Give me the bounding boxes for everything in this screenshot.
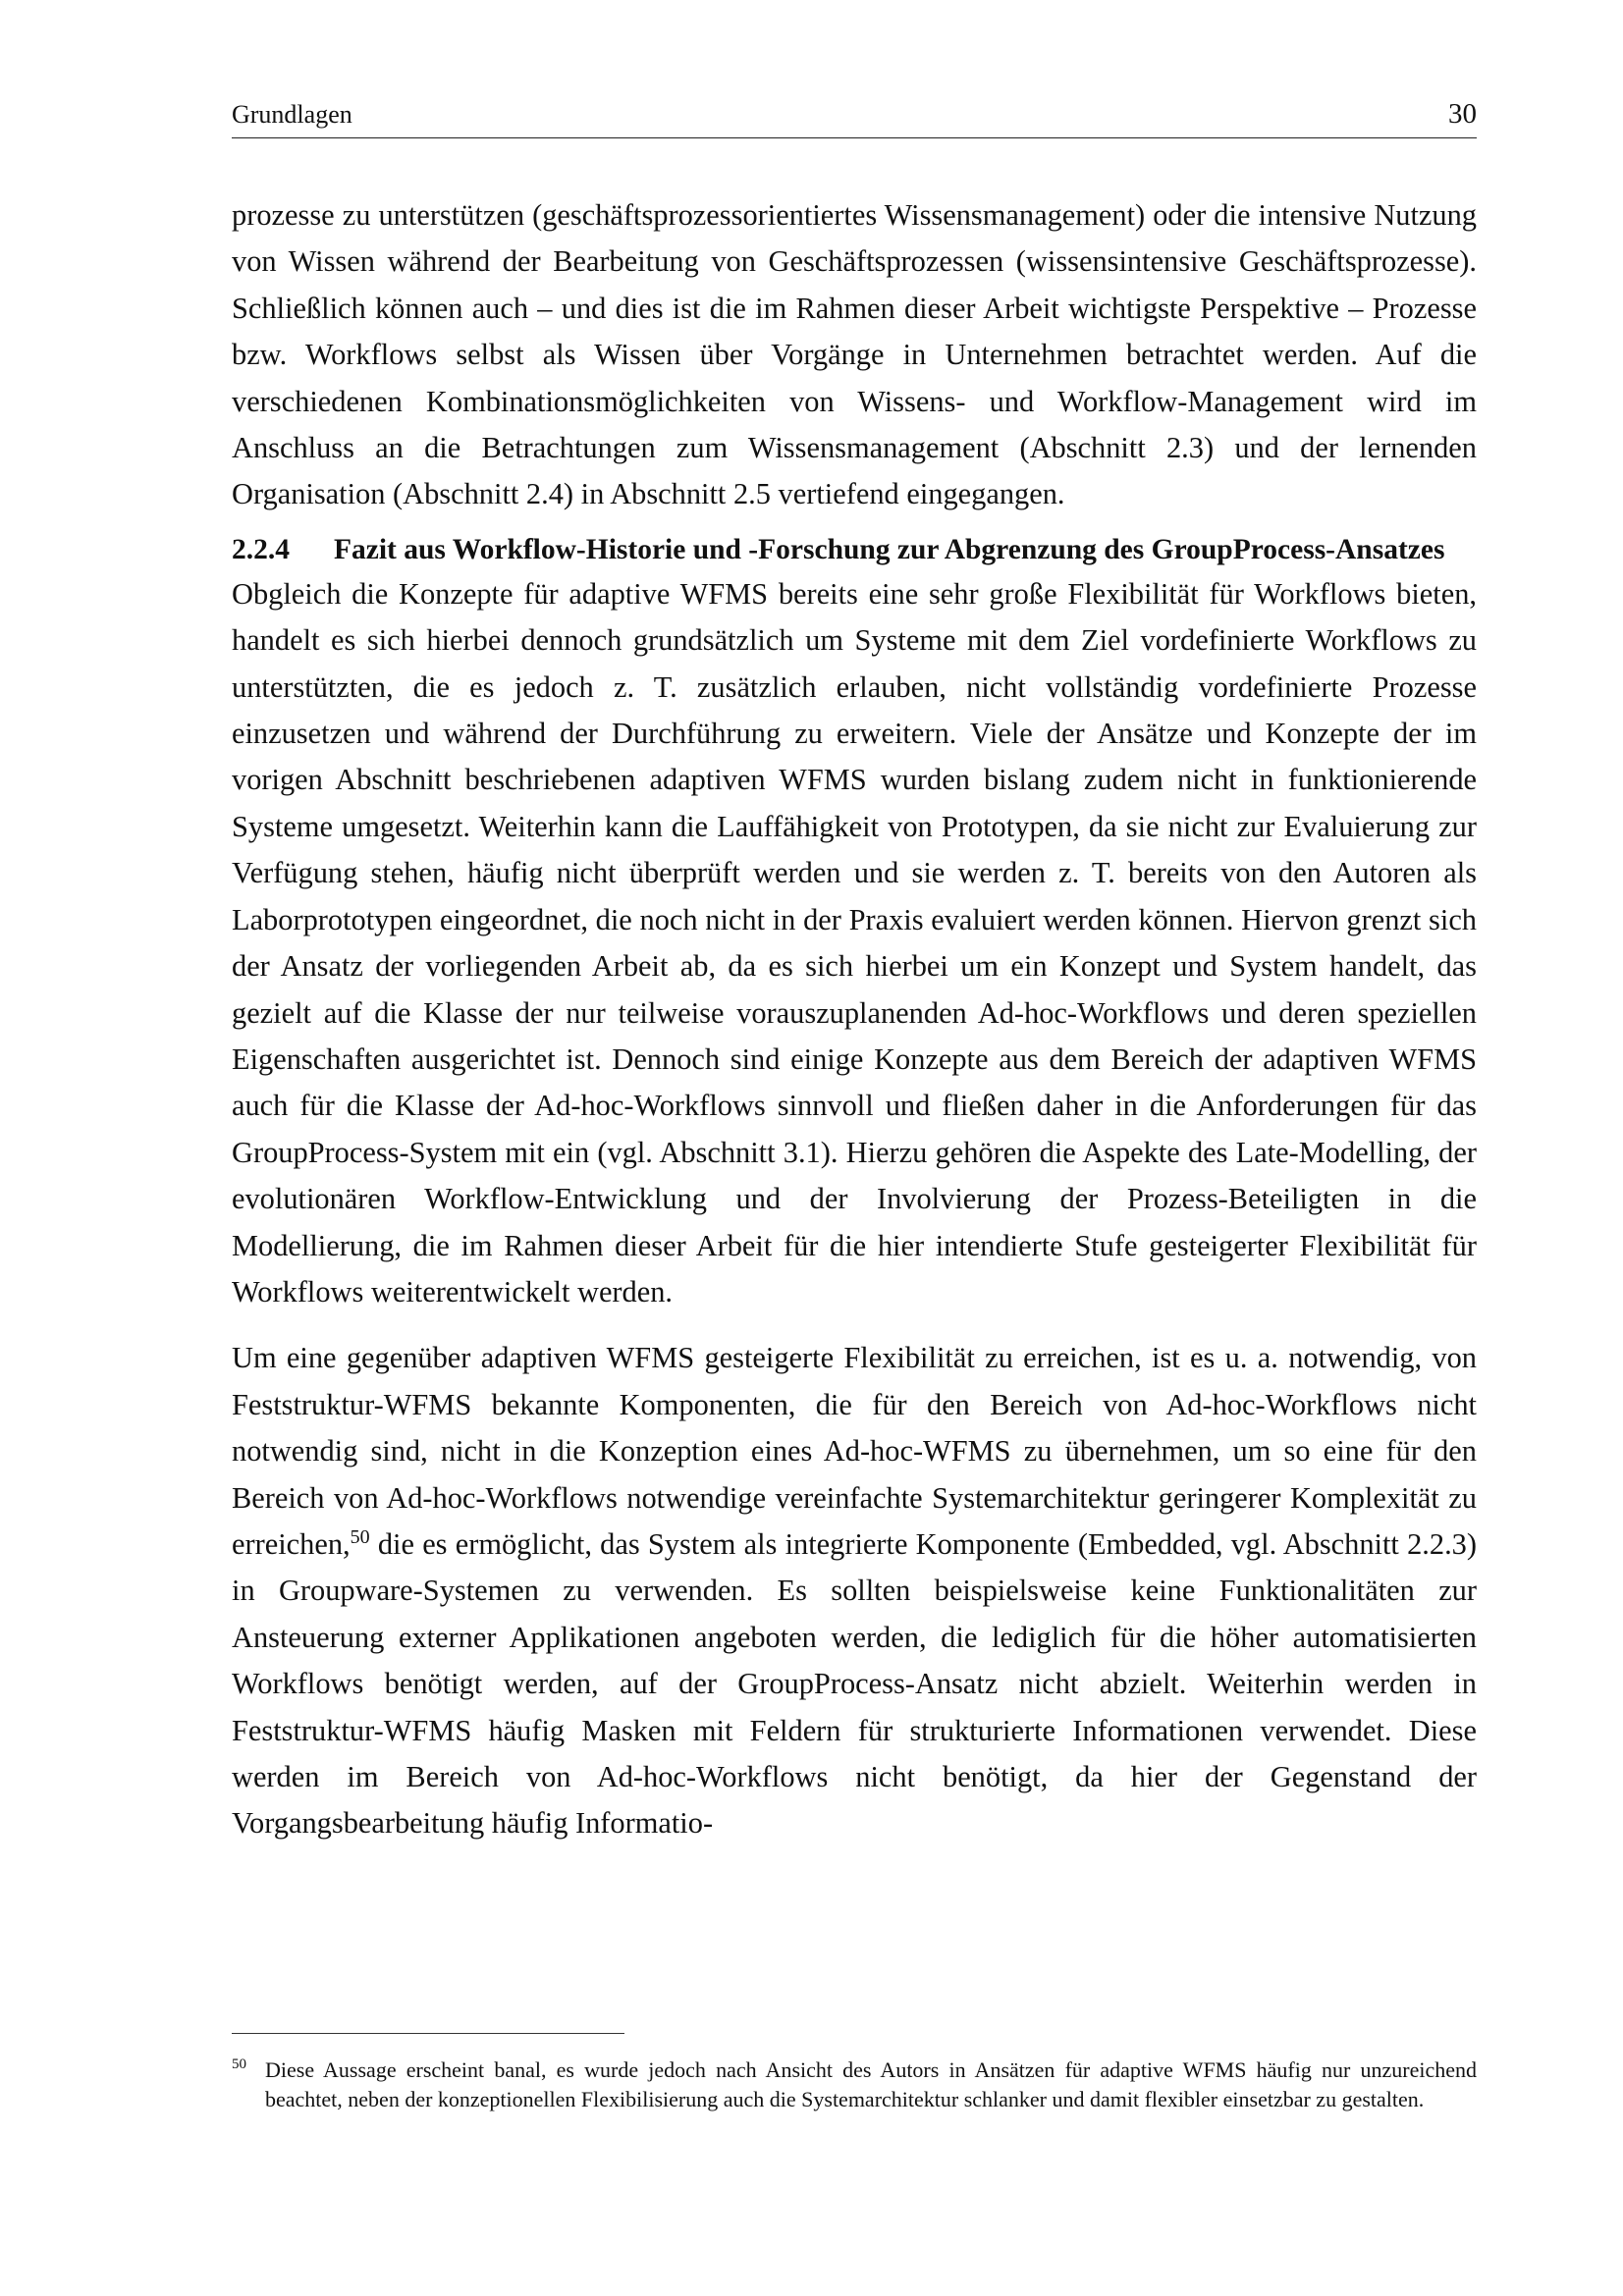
paragraph-3-part-1: Um eine gegenüber adaptiven WFMS gesteigerte Flexibilität zu erreichen, ist es u. a. notwendig, von Feststruktur-WFMS bekannte Komponenten, die für den Bereich von Ad-hoc-Workflows nicht notwendig sind, nicht in die Konzeption eines Ad-hoc-WFMS zu übernehmen, um so eine für den Bereich von Ad-hoc-Workflows notwendige vereinfachte Systemarchitektur geringerer Komplexität zu erreichen,: [232, 1341, 1477, 1561]
footnote-text: Diese Aussage erscheint banal, es wurde jedoch nach Ansicht des Autors in Ansätzen für adaptive WFMS häufig nur unzureichend beachtet, neben der konzeptionellen Flexibilisierung auch die Systemarchitektur schlanker und damit flexibler einsetzbar zu gestalten.: [265, 2057, 1477, 2111]
paragraph-3: [232, 1335, 1477, 1846]
footnote-reference[interactable]: 50: [350, 1525, 370, 1548]
running-header-title: Grundlagen: [232, 100, 352, 129]
paragraph-3-part-2: die es ermöglicht, das System als integrierte Komponente (Embedded, vgl. Abschnitt 2.2.3) in Groupware-Systemen zu verwenden. Es sollten beispielsweise keine Funktionalitäten zur Ansteuerung externer Applikationen angeboten werden, die lediglich für die höher automatisierten Workflows benötigt werden, auf der GroupProcess-Ansatz nicht abzielt. Weiterhin werden in Feststruktur-WFMS häufig Masken mit Feldern für strukturierte Informationen verwendet. Diese werden im Bereich von Ad-hoc-Workflows nicht benötigt, da hier der Gegenstand der Vorgangsbearbeitung häufig Informatio-: [232, 1526, 1477, 1841]
footnote-number: 50: [232, 2056, 246, 2072]
paragraph-1: prozesse zu unterstützen (geschäftsprozessorientiertes Wissensmanagement) oder die intensive Nutzung von Wissen während der Bearbeitung von Geschäftsprozessen (wissensintensive Geschäftsprozesse). Schließlich können auch – und dies ist die im Rahmen dieser Arbeit wichtigste Perspektive – Prozesse bzw. Workflows selbst als Wissen über Vorgänge in Unternehmen betrachtet werden. Auf die verschiedenen Kombinationsmöglichkeiten von Wissens- und Workflow-Management wird im Anschluss an die Betrachtungen zum Wissensmanagement (Abschnitt 2.3) und der lernenden Organisation (Abschnitt 2.4) in Abschnitt 2.5 vertiefend eingegangen.: [232, 198, 1477, 511]
section-number: 2.2.4: [232, 533, 290, 565]
footnote-separator: [232, 2033, 624, 2034]
paragraph-2: Obgleich die Konzepte für adaptive WFMS bereits eine sehr große Flexibilität für Workflows bieten, handelt es sich hierbei dennoch grundsätzlich um Systeme mit dem Ziel vordefinierte Workflows zu unterstützten, die es jedoch z. T. zusätzlich erlauben, nicht vollständig vordefinierte Prozesse einzusetzen und während der Durchführung zu erweitern. Viele der Ansätze und Konzepte der im vorigen Abschnitt beschriebenen adaptiven WFMS wurden bislang zudem nicht in funktionierende Systeme umgesetzt. Weiterhin kann die Lauffähigkeit von Prototypen, da sie nicht zur Evaluierung zur Verfügung stehen, häufig nicht überprüft werden und sie werden z. T. bereits von den Autoren als Laborprototypen eingeordnet, die noch nicht in der Praxis evaluiert werden können. Hiervon grenzt sich der Ansatz der vorliegenden Arbeit ab, da es sich hierbei um ein Konzept und System handelt, das gezielt auf die Klasse der nur teilweise vorauszuplanenden Ad-hoc-Workflows und deren speziellen Eigenschaften ausgerichtet ist. Dennoch sind einige Konzepte aus dem Bereich der adaptiven WFMS auch für die Klasse der Ad-hoc-Workflows sinnvoll und fließen daher in die Anforderungen für das GroupProcess-System mit ein (vgl. Abschnitt 3.1). Hierzu gehören die Aspekte des Late-Modelling, der evolutionären Workflow-Entwicklung und der Involvierung der Prozess-Beteiligten in die Modellierung, die im Rahmen dieser Arbeit für die hier intendierte Stufe gesteigerter Flexibilität für Workflows weiterentwickelt werden.: [232, 576, 1477, 1308]
footnote: [232, 2056, 1477, 2114]
section-heading: [232, 530, 1477, 569]
section-title: Fazit aus Workflow-Historie und -Forschung zur Abgrenzung des GroupProcess-Ansatzes: [334, 533, 1445, 565]
page-number: 30: [1448, 98, 1477, 130]
main-text: [232, 192, 1477, 1847]
page-header: [232, 98, 1477, 138]
